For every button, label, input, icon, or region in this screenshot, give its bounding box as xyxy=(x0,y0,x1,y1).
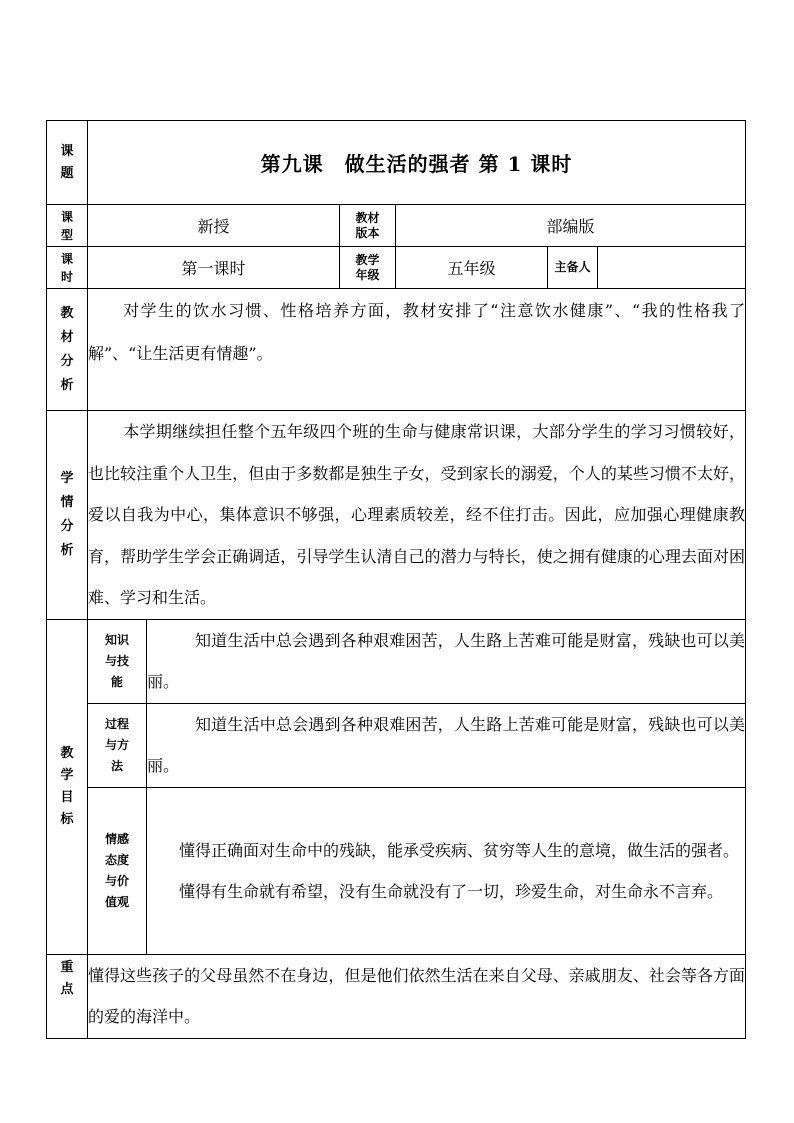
learner-row xyxy=(47,411,746,620)
type-label: 课型 xyxy=(60,209,73,242)
key-points-row xyxy=(47,954,746,1038)
objective-knowledge-row xyxy=(47,619,746,703)
emotion-text-1: 懂得正确面对生命中的残缺，能承受疾病、贫穷等人生的意境，做生活的强者。 xyxy=(179,840,740,860)
learner-text: 本学期继续担任整个五年级四个班的生命与健康常识课，大部分学生的学习习惯较好，也比较注重个人卫生，但由于多数都是独生子女，受到家长的溺爱，个人的某些习惯不太好，爱以自我为中心，集体意识不够强，心理素质较差，经不住打击。因此，应加强心理健康教育，帮助学生学会正确调适，引导学生认清自己的潜力与特长，使之拥有健康的心理去面对困难、学习和生活。 xyxy=(88,422,746,607)
learner-label: 学情分析 xyxy=(60,470,74,558)
topic-label-cell xyxy=(47,121,88,205)
emotion-text-cell xyxy=(147,787,746,954)
period-label-cell xyxy=(47,247,88,289)
process-text: 知道生活中总会遇到各种艰难困苦，人生路上苦难可能是财富，残缺也可以美丽。 xyxy=(147,715,746,775)
objectives-label: 教学目标 xyxy=(60,745,74,827)
objective-process-row xyxy=(47,703,746,787)
material-text-cell xyxy=(88,289,746,411)
version-value: 部编版 xyxy=(396,205,746,247)
knowledge-label: 知识与技能 xyxy=(104,632,129,689)
process-label-cell xyxy=(88,703,147,787)
version-label-cell xyxy=(340,205,396,247)
period-label: 课时 xyxy=(60,251,73,284)
knowledge-text: 知道生活中总会遇到各种艰难困苦，人生路上苦难可能是财富，残缺也可以美丽。 xyxy=(147,631,746,691)
lesson-plan-table xyxy=(46,120,746,1039)
emotion-label-cell xyxy=(88,787,147,954)
material-text: 对学生的饮水习惯、性格培养方面，教材安排了“注意饮水健康”、“我的性格我了解”、“让生活更有情趣”。 xyxy=(88,301,746,363)
grade-label: 教学年级 xyxy=(355,252,380,282)
emotion-text-2: 懂得有生命就有希望，没有生命就没有了一切，珍爱生命，对生命永不言弃。 xyxy=(179,881,724,901)
key-points-label-cell xyxy=(47,954,88,1038)
process-text-cell xyxy=(147,703,746,787)
period-row xyxy=(47,247,746,289)
type-value: 新授 xyxy=(88,205,340,247)
material-label-cell xyxy=(47,289,88,411)
topic-label: 课题 xyxy=(60,143,74,181)
period-value: 第一课时 xyxy=(88,247,340,289)
process-label: 过程与方法 xyxy=(104,716,129,773)
objective-emotion-row xyxy=(47,787,746,954)
topic-value-cell xyxy=(88,121,746,205)
type-label-cell xyxy=(47,205,88,247)
type-row xyxy=(47,205,746,247)
owner-value xyxy=(598,247,746,289)
knowledge-text-cell xyxy=(147,619,746,703)
material-label: 教材分析 xyxy=(60,305,74,393)
emotion-label: 情感态度与价值观 xyxy=(104,831,129,909)
lesson-title: 第九课 做生活的强者 第 1 课时 xyxy=(260,152,573,176)
grade-value: 五年级 xyxy=(396,247,548,289)
key-points-text-cell xyxy=(88,954,746,1038)
grade-label-cell xyxy=(340,247,396,289)
version-label: 教材版本 xyxy=(355,210,380,240)
key-points-label: 重点 xyxy=(60,959,74,997)
learner-label-cell xyxy=(47,411,88,620)
topic-row xyxy=(47,121,746,205)
knowledge-label-cell xyxy=(88,619,147,703)
learner-text-cell xyxy=(88,411,746,620)
key-points-text: 懂得这些孩子的父母虽然不在身边，但是他们依然生活在来自父母、亲戚朋友、社会等各方面的爱的海洋中。 xyxy=(88,966,746,1026)
material-row xyxy=(47,289,746,411)
objectives-label-cell xyxy=(47,619,88,954)
owner-label: 主备人 xyxy=(548,247,598,289)
